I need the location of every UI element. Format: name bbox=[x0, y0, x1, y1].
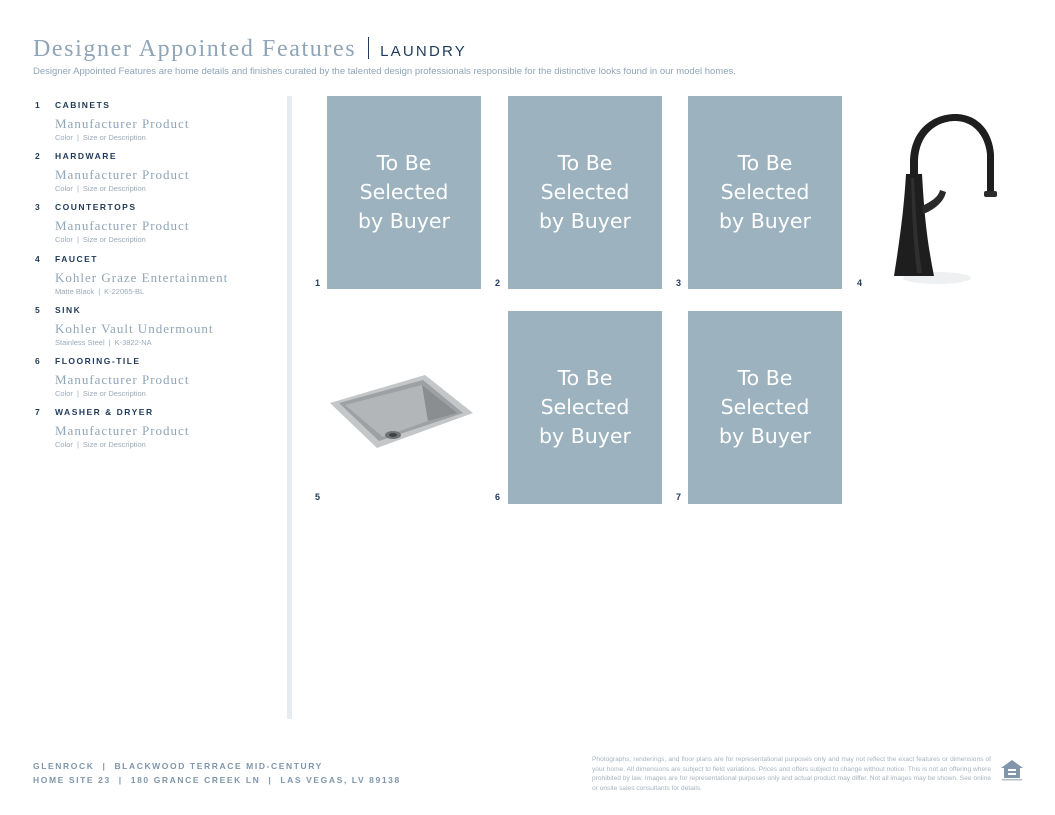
feature-size: Size or Description bbox=[82, 133, 146, 142]
tile-number: 4 bbox=[857, 278, 863, 288]
feature-category: FAUCET bbox=[55, 253, 98, 264]
feature-item-hardware bbox=[35, 150, 280, 201]
feature-color: Color bbox=[55, 440, 73, 450]
feature-size: K-22065-BL bbox=[104, 286, 145, 296]
feature-number: 4 bbox=[35, 253, 42, 264]
feature-detail: Color | Size or Description bbox=[55, 440, 146, 450]
tile-text-line: To Be bbox=[737, 366, 793, 390]
home-site: HOME SITE 23 bbox=[33, 775, 111, 785]
feature-item-cabinets bbox=[35, 99, 280, 150]
tile-washer-dryer bbox=[688, 311, 842, 504]
feature-color: Color bbox=[55, 133, 73, 142]
tile-text-line: Selected bbox=[720, 180, 810, 204]
feature-color: Color bbox=[55, 388, 73, 398]
tile-number: 3 bbox=[676, 278, 682, 288]
tile-text-line: by Buyer bbox=[719, 424, 811, 448]
feature-product: Manufacturer Product bbox=[55, 167, 190, 183]
feature-category: CABINETS bbox=[55, 100, 111, 110]
feature-detail: Color | Size or Description bbox=[55, 184, 146, 194]
feature-number: 1 bbox=[35, 100, 42, 110]
feature-detail: Color | Size or Description bbox=[55, 133, 146, 142]
room-subtitle: LAUNDRY bbox=[380, 43, 467, 60]
equal-housing-opportunity-icon bbox=[1000, 758, 1024, 782]
tile-number: 7 bbox=[676, 492, 682, 502]
feature-number: 5 bbox=[35, 304, 42, 315]
feature-product: Manufacturer Product bbox=[55, 423, 190, 439]
tile-number: 5 bbox=[315, 492, 321, 502]
tile-flooring-tile bbox=[508, 311, 662, 504]
feature-product: Manufacturer Product bbox=[55, 218, 190, 234]
feature-item-flooring-tile bbox=[35, 355, 280, 406]
footer-line-address: HOME SITE 23 | 180 GRANCE CREEK LN | LAS VEGAS, LV 89138 bbox=[33, 775, 401, 785]
tile-number: 1 bbox=[315, 278, 321, 288]
feature-color: Color bbox=[55, 184, 73, 194]
feature-category: HARDWARE bbox=[55, 151, 118, 162]
tile-hardware bbox=[508, 96, 662, 289]
feature-detail: Matte Black | K-22065-BL bbox=[55, 286, 145, 296]
feature-detail: Color | Size or Description bbox=[55, 388, 146, 398]
feature-product: Manufacturer Product bbox=[55, 371, 190, 387]
tile-text-line: by Buyer bbox=[358, 209, 450, 233]
sink-image bbox=[325, 365, 480, 460]
feature-number: 7 bbox=[35, 407, 42, 418]
feature-category: WASHER & DRYER bbox=[55, 407, 154, 418]
feature-size: Size or Description bbox=[82, 184, 146, 194]
street-address: 180 GRANCE CREEK LN bbox=[130, 775, 261, 785]
vertical-divider bbox=[287, 96, 292, 719]
tile-cabinets bbox=[327, 96, 481, 289]
tile-text-line: by Buyer bbox=[539, 424, 631, 448]
tile-countertops bbox=[688, 96, 842, 289]
tile-number: 2 bbox=[495, 278, 501, 288]
tile-text-line: To Be bbox=[557, 366, 613, 390]
tile-text-line: Selected bbox=[540, 180, 630, 204]
faucet-image bbox=[880, 108, 1005, 288]
feature-category: COUNTERTOPS bbox=[55, 202, 137, 213]
feature-size: Size or Description bbox=[82, 235, 146, 245]
tile-number: 6 bbox=[495, 492, 501, 502]
feature-product: Kohler Vault Undermount bbox=[55, 320, 214, 336]
legal-disclaimer: Photographs, renderings, and floor plans are for representational purposes only and may not reflect the exact features or dimensions of your home. All dimensions are subject to field variations. Prices and offers subject to change without notice. This is not an offering where prohibited by law. Images are for representational purposes only and actual product may differ. Not all images may be shown. See online or onsite sales consultants for details. bbox=[592, 756, 991, 792]
tile-text-line: Selected bbox=[540, 395, 630, 419]
page-title: Designer Appointed Features bbox=[33, 36, 357, 62]
feature-size: K-3822-NA bbox=[114, 337, 152, 347]
footer-address bbox=[33, 759, 401, 787]
feature-number: 2 bbox=[35, 151, 42, 162]
community-name: GLENROCK bbox=[33, 761, 95, 771]
feature-item-sink bbox=[35, 304, 280, 355]
feature-product: Manufacturer Product bbox=[55, 116, 190, 131]
collection-name: BLACKWOOD TERRACE MID-CENTURY bbox=[114, 761, 323, 771]
feature-size: Size or Description bbox=[82, 440, 146, 450]
feature-color: Stainless Steel bbox=[55, 337, 105, 347]
feature-size: Size or Description bbox=[82, 388, 146, 398]
tile-text-line: To Be bbox=[557, 151, 613, 175]
tile-text-line: Selected bbox=[359, 180, 449, 204]
tile-text-line: Selected bbox=[720, 395, 810, 419]
feature-item-washer-dryer bbox=[35, 406, 280, 457]
feature-category: SINK bbox=[55, 304, 82, 315]
feature-number: 3 bbox=[35, 202, 42, 213]
title-row bbox=[33, 34, 467, 63]
tile-text-line: To Be bbox=[376, 151, 432, 175]
feature-item-countertops bbox=[35, 201, 280, 252]
feature-detail: Stainless Steel | K-3822-NA bbox=[55, 337, 152, 347]
feature-list bbox=[35, 99, 280, 457]
tile-text-line: by Buyer bbox=[719, 209, 811, 233]
footer-line-community: GLENROCK | BLACKWOOD TERRACE MID-CENTURY bbox=[33, 761, 323, 771]
intro-text: Designer Appointed Features are home details and finishes curated by the talented design professionals responsible for the distinctive looks found in our model homes. bbox=[33, 66, 736, 77]
feature-detail: Color | Size or Description bbox=[55, 235, 146, 245]
tile-text-line: by Buyer bbox=[539, 209, 631, 233]
title-divider bbox=[368, 37, 369, 59]
feature-color: Matte Black bbox=[55, 286, 95, 296]
feature-number: 6 bbox=[35, 355, 42, 366]
feature-category: FLOORING-TILE bbox=[55, 355, 141, 366]
feature-color: Color bbox=[55, 235, 73, 245]
city-state-zip: LAS VEGAS, LV 89138 bbox=[280, 775, 401, 785]
page-header bbox=[33, 34, 467, 63]
feature-item-faucet bbox=[35, 253, 280, 304]
tile-text-line: To Be bbox=[737, 151, 793, 175]
feature-product: Kohler Graze Entertainment bbox=[55, 269, 229, 285]
